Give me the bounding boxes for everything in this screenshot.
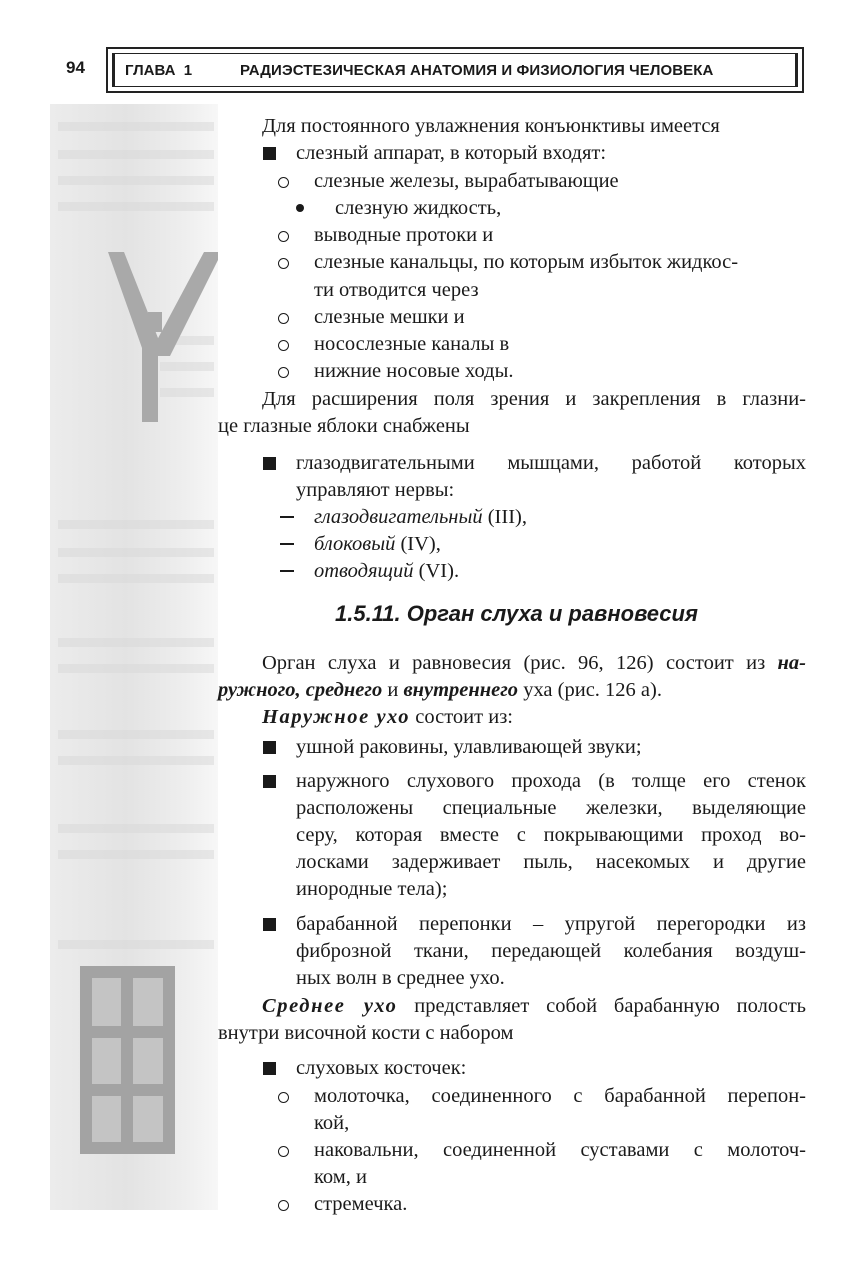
paragraph-line: Для расширения поля зрения и закрепления в глазни- — [262, 388, 806, 410]
nerve-number: (IV), — [395, 533, 441, 555]
ghost-line — [58, 730, 214, 739]
list-item: нижние носовые ходы. — [314, 360, 514, 382]
square-bullet-icon — [263, 147, 276, 160]
ghost-line — [58, 150, 214, 159]
list-item — [314, 531, 441, 557]
circle-bullet-icon — [278, 1146, 289, 1157]
ghost-line — [58, 756, 214, 765]
square-bullet-icon — [263, 918, 276, 931]
nerve-name: отводящий — [314, 560, 414, 582]
dash-bullet-icon — [280, 570, 294, 572]
ghost-line — [58, 548, 214, 557]
ghost-line — [58, 940, 214, 949]
section-heading: 1.5.11. Орган слуха и равновесия — [335, 601, 698, 626]
square-bullet-icon — [263, 775, 276, 788]
list-item-continuation: фиброзной ткани, передающей колебания воздуш- — [296, 940, 806, 962]
dash-bullet-icon — [280, 516, 294, 518]
list-item: наружного слухового прохода (в толще его стенок — [296, 770, 806, 792]
ghost-line — [58, 176, 214, 185]
square-bullet-icon — [263, 741, 276, 754]
ghost-line — [58, 122, 214, 131]
list-item: носослезные каналы в — [314, 333, 510, 355]
list-item: слезные канальцы, по которым избыток жидкос- — [314, 251, 739, 273]
list-item: слезные железы, вырабатывающие — [314, 170, 619, 192]
list-item: глазодвигательными мышцами, работой которых — [296, 452, 806, 474]
dash-bullet-icon — [280, 543, 294, 545]
faded-margin — [50, 104, 218, 1210]
running-header — [106, 47, 804, 93]
nerve-number: (VI). — [413, 560, 460, 582]
list-item: стремечка. — [314, 1193, 408, 1215]
nerve-name: глазодвигательный — [314, 506, 483, 528]
emphasis-text: на- — [777, 652, 806, 674]
running-header-inner — [112, 53, 798, 87]
paragraph-line: внутри височной кости с набором — [218, 1022, 514, 1044]
list-item-continuation: серу, которая вместе с покрывающими проход во- — [296, 824, 806, 846]
list-item: молоточка, соединенного с барабанной перепон- — [314, 1085, 806, 1107]
emphasis-text: ружного, среднего — [218, 679, 383, 701]
circle-bullet-icon — [278, 313, 289, 324]
chapter-label: ГЛАВА 1 — [125, 61, 193, 79]
text-run: и — [382, 679, 404, 701]
text-run: уха (рис. 126 а). — [518, 679, 662, 701]
paragraph-line — [218, 677, 662, 703]
circle-bullet-icon — [278, 258, 289, 269]
emphasis-text: внутреннего — [403, 679, 519, 701]
list-item-continuation: ных волн в среднее ухо. — [296, 967, 505, 989]
circle-bullet-icon — [278, 1200, 289, 1211]
list-item: ушной раковины, улавливающей звуки; — [296, 736, 642, 758]
list-item-continuation: ком, и — [314, 1166, 367, 1188]
text-run: состоит из: — [410, 706, 513, 728]
nerve-name: блоковый — [314, 533, 396, 555]
paragraph-line: Для постоянного увлажнения конъюнктивы имеется — [262, 115, 720, 137]
ghost-line — [58, 664, 214, 673]
term-heading: Среднее ухо — [262, 995, 398, 1017]
text-run: Орган слуха и равновесия (рис. 96, 126) состоит из — [262, 652, 778, 674]
list-item-continuation: ти отводится через — [314, 279, 479, 301]
paragraph-line: це глазные яблоки снабжены — [218, 415, 470, 437]
list-item-continuation: лосками задерживает пыль, насекомых и другие — [296, 851, 806, 873]
list-item: слезную жидкость, — [335, 197, 502, 219]
list-item: наковальни, соединенной суставами с молоточ- — [314, 1139, 806, 1161]
page-number: 94 — [66, 58, 85, 77]
ghost-line — [58, 638, 214, 647]
list-item-continuation: управляют нервы: — [296, 479, 455, 501]
paragraph-line — [262, 650, 806, 676]
ghost-line — [58, 574, 214, 583]
list-item-continuation: кой, — [314, 1112, 350, 1134]
list-item — [314, 504, 527, 530]
text-run: представляет собой барабанную полость — [397, 995, 806, 1017]
ghost-line — [58, 850, 214, 859]
square-bullet-icon — [263, 1062, 276, 1075]
list-item: слезный аппарат, в который входят: — [296, 142, 607, 164]
ghost-line — [58, 202, 214, 211]
list-item: выводные протоки и — [314, 224, 494, 246]
term-heading: Наружное ухо — [262, 706, 411, 728]
dot-bullet-icon — [296, 204, 304, 212]
paragraph-line — [262, 993, 806, 1019]
square-bullet-icon — [263, 457, 276, 470]
list-item — [314, 558, 459, 584]
list-item: барабанной перепонки – упругой перегородки из — [296, 913, 806, 935]
list-item-continuation: расположены специальные железки, выделяющие — [296, 797, 806, 819]
rune-figure-icon — [108, 252, 218, 422]
paragraph-line — [262, 704, 513, 730]
nerve-number: (III), — [482, 506, 527, 528]
circle-bullet-icon — [278, 367, 289, 378]
circle-bullet-icon — [278, 177, 289, 188]
circle-bullet-icon — [278, 340, 289, 351]
list-item: слуховых косточек: — [296, 1057, 467, 1079]
ghost-line — [58, 520, 214, 529]
circle-bullet-icon — [278, 231, 289, 242]
window-grid-figure-icon — [80, 966, 175, 1154]
list-item-continuation: инородные тела); — [296, 878, 448, 900]
chapter-title: РАДИЭСТЕЗИЧЕСКАЯ АНАТОМИЯ И ФИЗИОЛОГИЯ ЧЕЛОВЕКА — [240, 61, 714, 79]
ghost-line — [58, 824, 214, 833]
circle-bullet-icon — [278, 1092, 289, 1103]
list-item: слезные мешки и — [314, 306, 465, 328]
